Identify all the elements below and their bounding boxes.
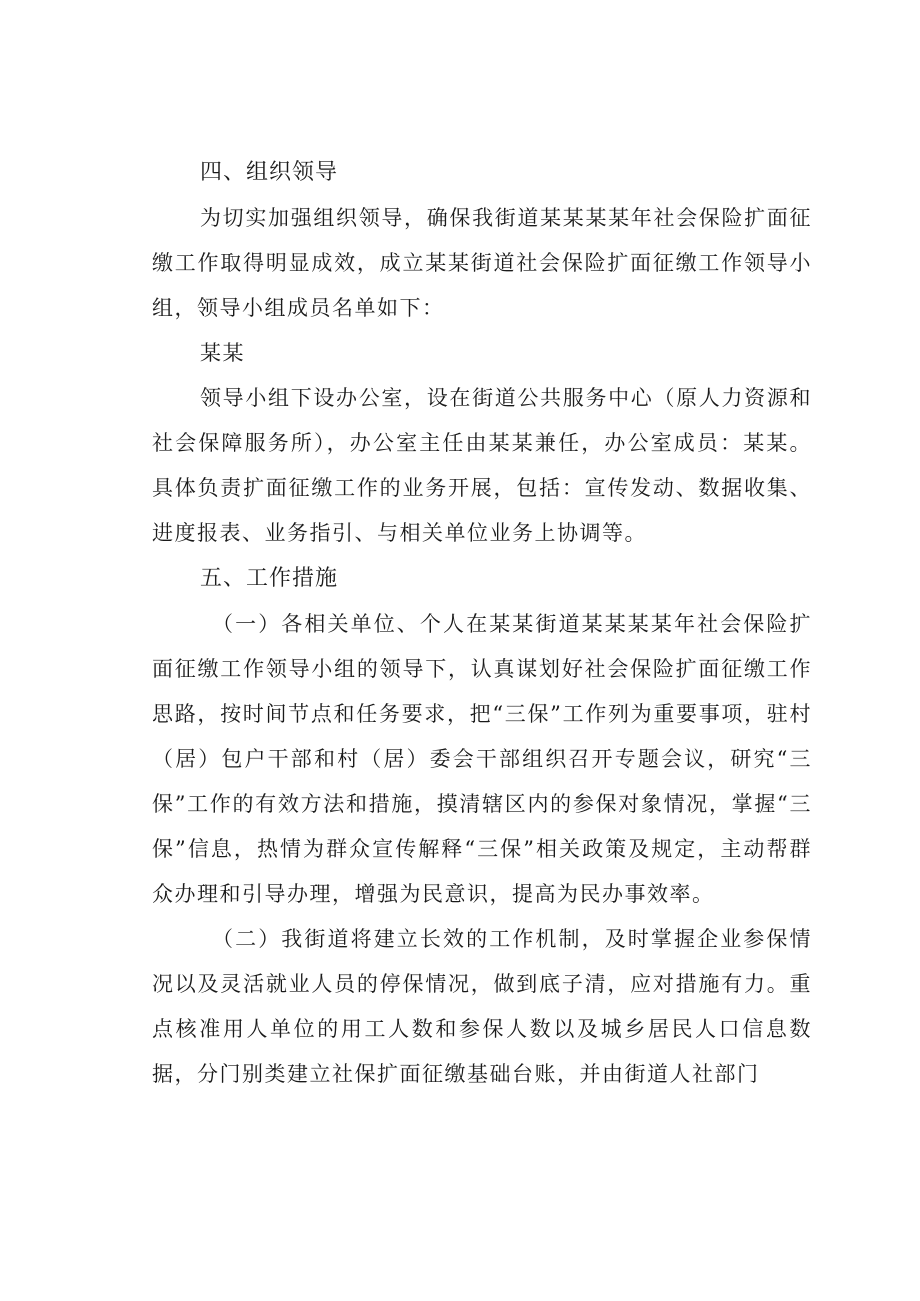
document-body [152,150,812,1097]
paragraph-measure-1: （一）各相关单位、个人在某某街道某某某某年社会保险扩面征缴工作领导小组的领导下，认真谋划好社会保险扩面征缴工作思路，按时间节点和任务要求，把“三保”工作列为重要事项，驻村（居）包户干部和村（居）委会干部组织召开专题会议，研究“三保”工作的有效方法和措施，摸清辖区内的参保对象情况，掌握“三保”信息，热情为群众宣传解释“三保”相关政策及规定，主动帮群众办理和引导办理，增强为民意识，提高为民办事效率。 [152,612,812,906]
paragraph-organization-intro: 为切实加强组织领导，确保我街道某某某某年社会保险扩面征缴工作取得明显成效，成立某某街道社会保险扩面征缴工作领导小组，领导小组成员名单如下： [152,206,812,320]
paragraph-measure-2: （二）我街道将建立长效的工作机制，及时掌握企业参保情况以及灵活就业人员的停保情况，做到底子清，应对措施有力。重点核准用人单位的用工人数和参保人数以及城乡居民人口信息数据，分门别类建立社保扩面征缴基础台账，并由街道人社部门 [152,927,812,1086]
leader-group-members: 某某 [200,341,245,365]
section-heading-measures: 五、工作措施 [200,566,339,591]
paragraph-office-setup: 领导小组下设办公室，设在街道公共服务中心（原人力资源和社会保障服务所），办公室主任由某某兼任，办公室成员：某某。具体负责扩面征缴工作的业务开展，包括：宣传发动、数据收集、进度报表、业务指引、与相关单位业务上协调等。 [152,386,812,545]
section-heading-organization: 四、组织领导 [200,160,339,185]
